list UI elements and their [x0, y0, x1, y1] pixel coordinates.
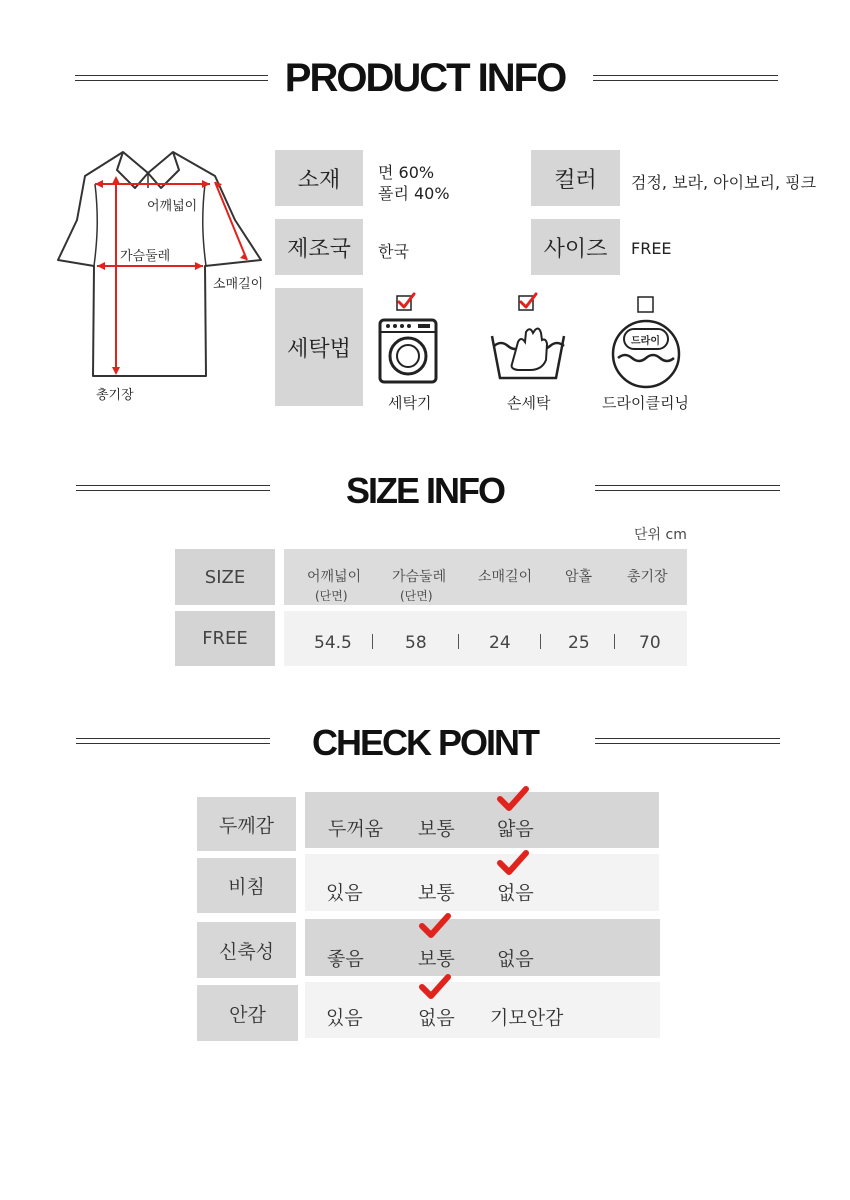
checkpoint-option: 없음	[418, 1007, 455, 1029]
checkpoint-option: 얇음	[497, 818, 534, 840]
size-value: 58	[405, 633, 427, 653]
diagram-label-shoulder: 어깨넓이	[147, 199, 198, 214]
material-label: 소재	[275, 150, 363, 206]
diagram-label-chest: 가슴둘레	[120, 249, 171, 264]
checkbox-checked-icon	[396, 292, 416, 312]
wash-method-label: 손세탁	[507, 394, 551, 412]
size-header-label: SIZE	[175, 549, 275, 605]
origin-label: 제조국	[275, 219, 363, 275]
checkpoint-option: 좋음	[327, 948, 364, 970]
checkpoint-option: 기모안감	[490, 1007, 564, 1029]
size-value: 24	[489, 633, 511, 653]
size-label: 사이즈	[531, 219, 620, 275]
washing-machine-icon	[378, 318, 438, 384]
size-info-title: SIZE INFO	[345, 470, 504, 511]
checkpoint-option: 두꺼움	[328, 818, 384, 840]
wash-label: 세탁법	[275, 288, 363, 406]
checkpoint-option: 보통	[418, 948, 455, 970]
checkbox-checked-icon	[518, 292, 538, 312]
size-value: 54.5	[314, 633, 352, 653]
checkpoint-row-label: 비침	[197, 858, 296, 913]
material-line1: 면 60%	[378, 163, 435, 182]
wash-method-label: 세탁기	[388, 394, 432, 412]
origin-value: 한국	[378, 242, 409, 261]
hand-wash-icon	[488, 320, 568, 386]
material-line2: 폴리 40%	[378, 184, 450, 203]
size-col-header: 어깨넓이	[307, 569, 362, 585]
size-value: FREE	[631, 239, 672, 258]
wash-method-label: 드라이클리닝	[602, 394, 689, 412]
checkpoint-row-label: 신축성	[197, 922, 296, 978]
checkpoint-option: 보통	[418, 882, 455, 904]
checkbox-unchecked-icon	[636, 295, 656, 315]
product-info-title: PRODUCT INFO	[284, 56, 566, 100]
checkpoint-option: 없음	[497, 882, 534, 904]
size-value: 70	[639, 633, 661, 653]
value-divider	[614, 634, 615, 649]
checkpoint-row-label: 안감	[197, 985, 298, 1041]
size-col-subheader: (단면)	[315, 589, 348, 603]
size-col-header: 암홀	[565, 569, 593, 585]
size-col-header: 가슴둘레	[392, 569, 447, 585]
selected-check-icon	[496, 785, 530, 813]
selected-check-icon	[496, 849, 530, 877]
size-unit: 단위 cm	[634, 527, 687, 543]
diagram-label-length: 총기장	[96, 388, 134, 403]
size-col-subheader: (단면)	[400, 589, 433, 603]
check-point-title: CHECK POINT	[311, 722, 538, 763]
value-divider	[372, 634, 373, 649]
size-value: 25	[568, 633, 590, 653]
color-value: 검정, 보라, 아이보리, 핑크	[631, 173, 817, 192]
size-col-header: 총기장	[627, 569, 668, 585]
size-col-header: 소매길이	[478, 569, 533, 585]
value-divider	[458, 634, 459, 649]
checkpoint-row-label: 두께감	[197, 797, 296, 851]
checkpoint-option: 없음	[497, 948, 534, 970]
color-label: 컬러	[531, 150, 620, 206]
size-row-label: FREE	[175, 611, 275, 666]
dry-badge-text: 드라이	[631, 336, 660, 347]
value-divider	[540, 634, 541, 649]
checkpoint-option: 있음	[326, 1007, 363, 1029]
diagram-label-sleeve: 소매길이	[213, 277, 264, 292]
dry-cleaning-icon	[610, 318, 682, 390]
selected-check-icon	[418, 973, 452, 1001]
checkpoint-option: 보통	[418, 818, 455, 840]
checkpoint-option: 있음	[326, 882, 363, 904]
selected-check-icon	[418, 912, 452, 940]
